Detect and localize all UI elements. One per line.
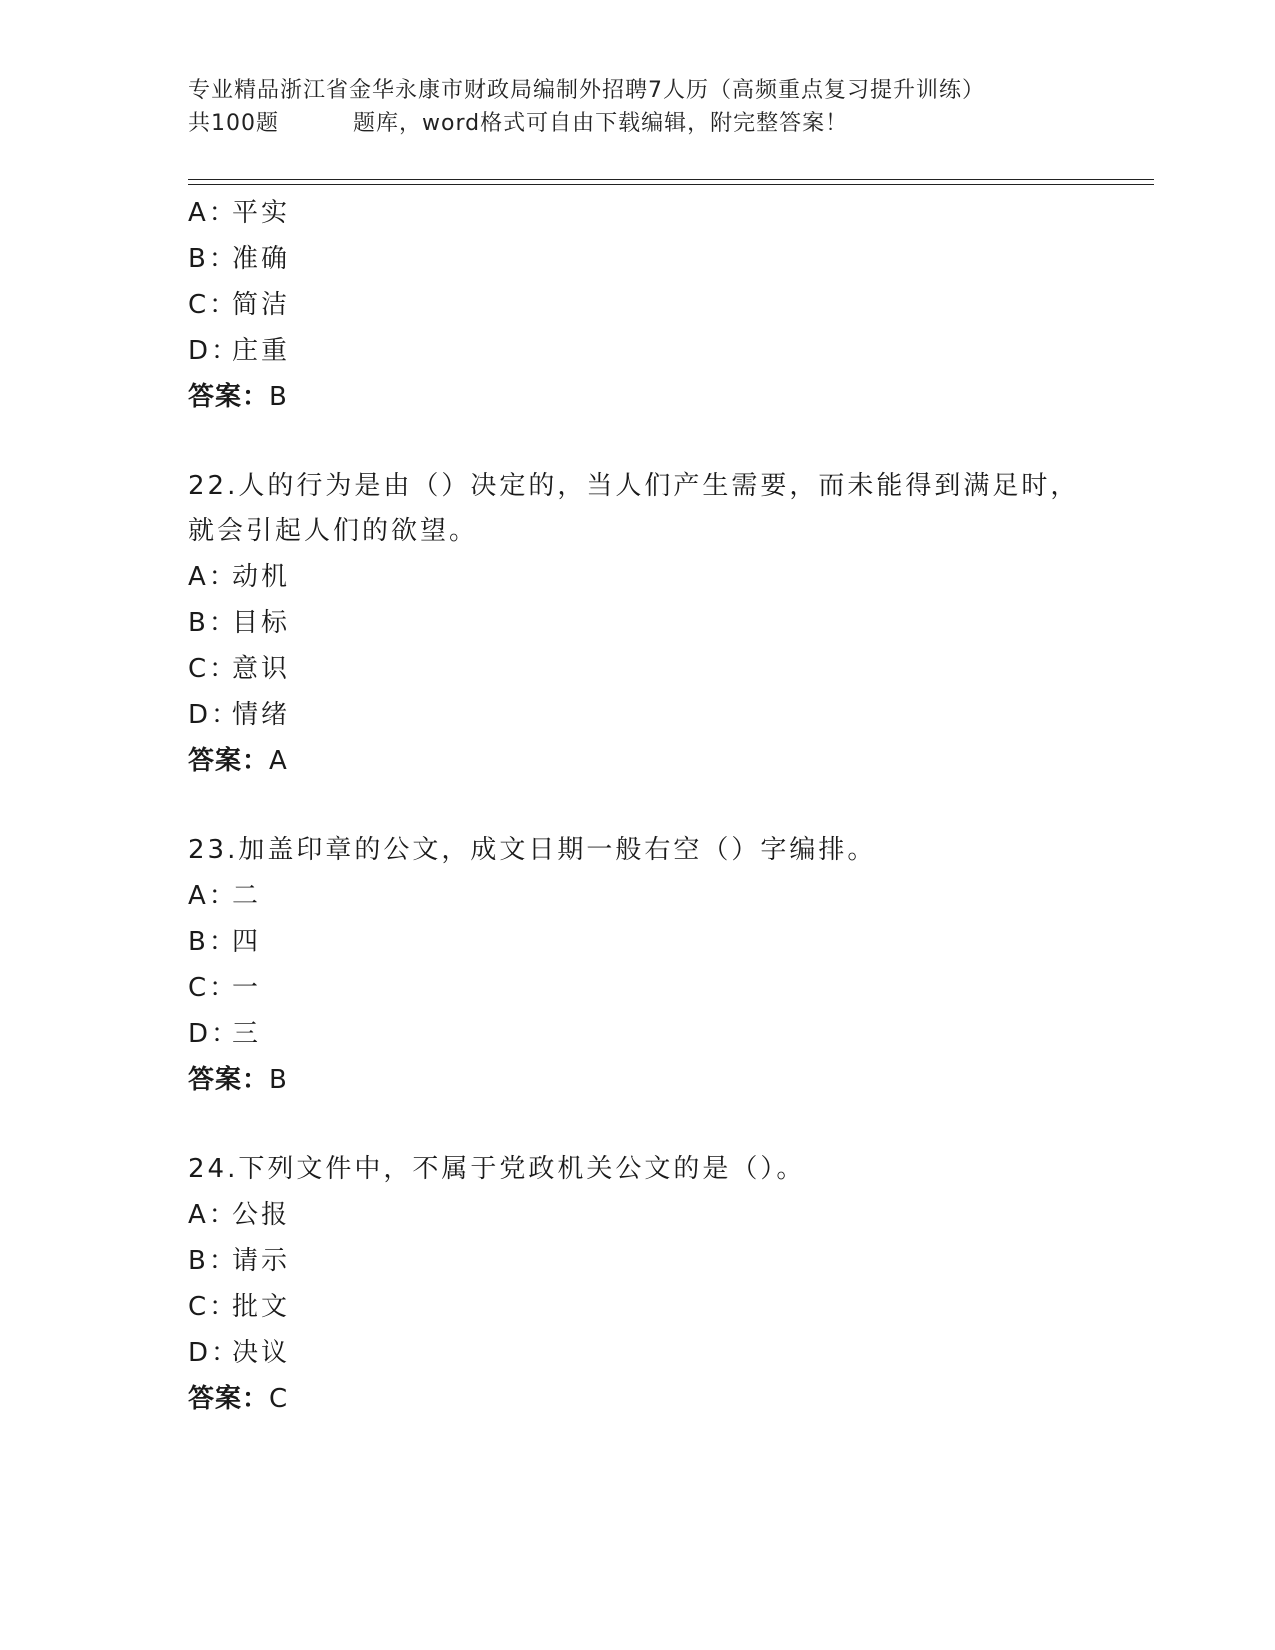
option-label: C： (188, 290, 239, 320)
answer-label: 答案： (188, 746, 270, 776)
header-question-count: 共100题 (188, 111, 279, 136)
option-label: D： (188, 336, 241, 366)
question-text (188, 464, 1088, 554)
option-text: 四 (232, 927, 262, 957)
question-body: 下列文件中，不属于党政机关公文的是（）。 (238, 1154, 806, 1184)
option-text: 决议 (232, 1338, 291, 1368)
option-c (188, 646, 1148, 692)
option-label: A： (188, 562, 238, 592)
answer-label: 答案： (188, 382, 270, 412)
question-block-23 (188, 828, 1148, 1103)
answer-value: B (269, 382, 287, 412)
option-text: 目标 (232, 608, 291, 638)
header-divider-top (188, 179, 1154, 180)
option-label: D： (188, 1338, 241, 1368)
option-d (188, 1330, 1148, 1376)
option-c (188, 1284, 1148, 1330)
option-c (188, 965, 1148, 1011)
option-label: B： (188, 1246, 238, 1276)
answer-line (188, 374, 1148, 420)
option-text: 意识 (232, 654, 291, 684)
question-text (188, 1147, 1088, 1192)
option-text: 三 (232, 1019, 262, 1049)
option-a (188, 554, 1148, 600)
header-description: 题库，word格式可自由下载编辑，附完整答案！ (353, 111, 849, 136)
option-text: 准确 (232, 244, 291, 274)
option-text: 简洁 (232, 290, 291, 320)
header-divider-bottom (188, 184, 1154, 185)
question-block-21 (188, 190, 1148, 420)
option-label: A： (188, 1200, 238, 1230)
document-header (188, 74, 1148, 140)
answer-value: C (269, 1384, 288, 1414)
option-label: C： (188, 973, 239, 1003)
option-a (188, 873, 1148, 919)
option-b (188, 1238, 1148, 1284)
question-number: 24. (188, 1154, 239, 1184)
option-text: 公报 (232, 1200, 291, 1230)
option-label: C： (188, 1292, 239, 1322)
answer-line (188, 1376, 1148, 1422)
option-text: 批文 (232, 1292, 291, 1322)
question-number: 23. (188, 835, 239, 865)
option-text: 二 (232, 881, 262, 911)
option-text: 庄重 (232, 336, 291, 366)
header-subtitle (188, 107, 1148, 140)
option-text: 请示 (232, 1246, 291, 1276)
option-text: 平实 (232, 198, 291, 228)
question-block-24 (188, 1147, 1148, 1422)
option-c (188, 282, 1148, 328)
option-b (188, 236, 1148, 282)
option-label: A： (188, 881, 238, 911)
option-label: A： (188, 198, 238, 228)
option-label: D： (188, 1019, 241, 1049)
question-body: 加盖印章的公文，成文日期一般右空（）字编排。 (238, 835, 877, 865)
option-text: 动机 (232, 562, 291, 592)
answer-label: 答案： (188, 1384, 270, 1414)
question-text (188, 828, 1088, 873)
option-d (188, 692, 1148, 738)
option-label: B： (188, 927, 238, 957)
option-label: C： (188, 654, 239, 684)
option-label: B： (188, 244, 238, 274)
option-label: D： (188, 700, 241, 730)
header-title: 专业精品浙江省金华永康市财政局编制外招聘7人历（高频重点复习提升训练） (188, 78, 985, 103)
option-b (188, 919, 1148, 965)
option-text: 一 (232, 973, 262, 1003)
option-label: B： (188, 608, 238, 638)
question-body: 人的行为是由（）决定的，当人们产生需要，而未能得到满足时，就会引起人们的欲望。 (188, 471, 1080, 546)
answer-label: 答案： (188, 1065, 270, 1095)
answer-line (188, 1057, 1148, 1103)
option-d (188, 328, 1148, 374)
option-d (188, 1011, 1148, 1057)
option-text: 情绪 (232, 700, 291, 730)
answer-value: A (269, 746, 287, 776)
question-list (188, 190, 1148, 1422)
question-number: 22. (188, 471, 239, 501)
option-a (188, 190, 1148, 236)
answer-line (188, 738, 1148, 784)
answer-value: B (269, 1065, 287, 1095)
question-block-22 (188, 464, 1148, 784)
option-a (188, 1192, 1148, 1238)
option-b (188, 600, 1148, 646)
